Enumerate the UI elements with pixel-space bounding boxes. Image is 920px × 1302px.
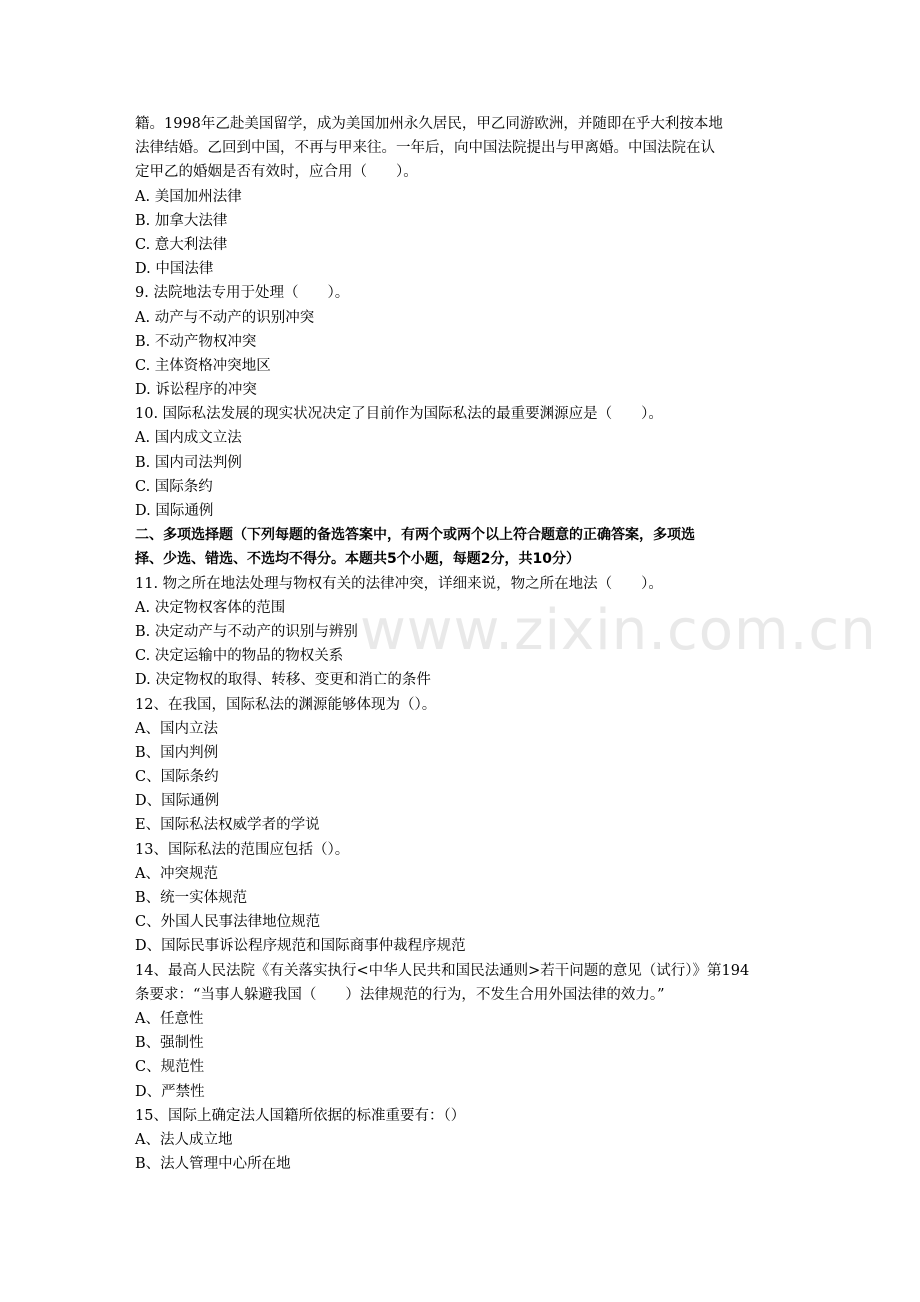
option-line: D. 诉讼程序的冲突: [135, 382, 257, 399]
question-line: 15、国际上确定法人国籍所依据的标准重要有：（）: [135, 1107, 466, 1124]
text-line: 定甲乙的婚姻是否有效时，应合用（ ）。: [135, 164, 418, 181]
option-line: D、国际通例: [135, 793, 220, 810]
option-line: A. 动产与不动产的识别冲突: [135, 309, 315, 326]
option-line: A. 美国加州法律: [135, 188, 242, 205]
option-line: D. 决定物权的取得、转移、变更和消亡的条件: [135, 672, 431, 689]
option-line: A. 决定物权客体的范围: [135, 599, 286, 616]
option-line: C. 主体资格冲突地区: [135, 357, 271, 374]
option-line: D、国际民事诉讼程序规范和国际商事仲裁程序规范: [135, 938, 466, 955]
question-line: 13、国际私法的范围应包括（）。: [135, 841, 350, 858]
option-line: A、任意性: [135, 1010, 204, 1027]
option-line: C. 意大利法律: [135, 236, 228, 253]
option-line: B、强制性: [135, 1035, 204, 1052]
question-line: 12、在我国，国际私法的渊源能够体现为（）。: [135, 696, 437, 713]
option-line: B. 加拿大法律: [135, 212, 228, 229]
option-line: A、法人成立地: [135, 1131, 233, 1148]
option-line: B、统一实体规范: [135, 890, 248, 906]
section-heading: 择、少选、错选、不选均不得分。本题共5个小题，每题2分，共10分）: [135, 551, 580, 568]
section-heading: 二、多项选择题（下列每题的备选答案中，有两个或两个以上符合题意的正确答案，多项选: [135, 527, 695, 544]
option-line: D. 国际通例: [135, 503, 214, 519]
watermark: www.zixin.com.cn: [360, 598, 877, 663]
option-line: B. 决定动产与不动产的识别与辨别: [135, 623, 358, 640]
document-page: [135, 112, 790, 1176]
option-line: C、国际条约: [135, 769, 219, 786]
option-line: C. 国际条约: [135, 478, 213, 495]
option-line: D. 中国法律: [135, 261, 214, 278]
option-line: A. 国内成文立法: [135, 430, 242, 447]
option-line: A、国内立法: [135, 720, 218, 737]
option-line: B. 国内司法判例: [135, 454, 242, 471]
question-line: 10. 国际私法发展的现实状况决定了目前作为国际私法的最重要渊源应是（ ）。: [135, 406, 663, 423]
option-line: E、国际私法权威学者的学说: [135, 817, 320, 834]
option-line: C、规范性: [135, 1059, 205, 1076]
text-line: 籍。1998年乙赴美国留学，成为美国加州永久居民，甲乙同游欧洲，并随即在乎大利按本地: [135, 116, 723, 132]
question-line: 14、最高人民法院《有关落实执行<中华人民共和国民法通则>若干问题的意见（试行）》第194: [135, 962, 750, 979]
option-line: B、法人管理中心所在地: [135, 1156, 291, 1173]
option-line: C. 决定运输中的物品的物权关系: [135, 648, 344, 665]
option-line: B. 不动产物权冲突: [135, 333, 257, 350]
text-line: 法律结婚。乙回到中国，不再与甲来往。一年后，向中国法院提出与甲离婚。中国法院在认: [135, 140, 715, 157]
option-line: C、外国人民事法律地位规范: [135, 914, 321, 931]
question-line: 11. 物之所在地法处理与物权有关的法律冲突，详细来说，物之所在地法（ ）。: [135, 575, 663, 592]
question-line: 条要求：“当事人躲避我国（ ）法律规范的行为，不发生合用外国法律的效力。”: [135, 986, 665, 1003]
option-line: B、国内判例: [135, 744, 219, 761]
option-line: A、冲突规范: [135, 865, 218, 882]
question-line: 9. 法院地法专用于处理（ ）。: [135, 285, 350, 302]
option-line: D、严禁性: [135, 1083, 205, 1100]
